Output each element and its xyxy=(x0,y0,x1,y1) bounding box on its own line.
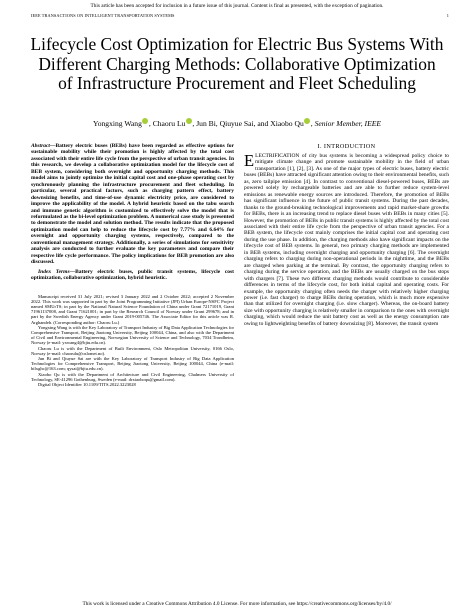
orcid-icon[interactable] xyxy=(186,118,192,124)
running-head xyxy=(31,13,449,18)
author-name: Chaoru Lu xyxy=(152,119,186,128)
paper-title: Lifecycle Cost Optimization for Electric Bus Systems With Different Charging Methods: Collaborative Optimization of Infrastructure Procurement and Fleet Scheduling xyxy=(30,34,444,94)
footnote-manuscript: Manuscript received 31 July 2021; revised 3 January 2022 and 2 October 2022; accepted 2 November 2022. This work was supported in part by the Joint Programming Initiative (JPI) Urban Europe-NSFC Project named SMUrTS; in part by the National Natural Science Foundation of China under Grant 72171019, Grant 71961137008, and Grant 71621001; in part by the Research Council of Norway under Grant 299678; and in part by the Swedish Energy Agency under Grant 2019-005746. The Associate Editor for this article was R. Arghandeh. (Corresponding author: Chaoru Lu.) xyxy=(31,293,234,325)
author-names: , Jun Bi, Qiuyue Sai, and Xiaobo Qu xyxy=(192,119,304,128)
abstract-text: —Battery electric buses (BEBs) have been regarded as effective options for sustainable mobility while their promotion is highly affected by the total cost associated with their entire life cycle from the perspective of urban transit agencies. In this research, we develop a collaborative optimization model for the lifecycle cost of BEB system, considering both overnight and opportunity charging methods. This model aims to jointly optimize the initial capital cost and one-phase operating cost by synchronously planning the infrastructure procurement and fleet scheduling. In particular, several practical factors, such as charging pattern effect, battery downsizing benefits, and time-of-use dynamic electricity price, are considered to improve the applicability of the model. A hybrid heuristic based on the tabu search and immune genetic algorithm is customized to effectively solve the model that is reformulated as the bi-level optimization problem. A numerical case study is presented to demonstrate the model and solution method. The results indicate that the proposed optimization model can help to reduce the lifecycle cost by 7.77% and 6.64% for overnight and opportunity charging systems, respectively, compared to the conventional management strategy. Additionally, a series of simulations for sensitivity analysis are conducted to further evaluate the key parameters and compare their respective life cycle performance. The policy implications for BEB promotion are also discussed. xyxy=(31,143,234,266)
author-line: Yongxing Wang , Chaoru Lu , Jun Bi, Qiuyue Sai, and Xiaobo Qu , Senior Member, IEEE xyxy=(92,119,381,128)
abstract xyxy=(31,143,234,266)
right-column xyxy=(244,143,449,327)
page-number: 1 xyxy=(446,13,449,18)
section-heading: I. INTRODUCTION xyxy=(317,143,376,150)
footnotes xyxy=(31,294,234,388)
author-membership: , Senior Member, IEEE xyxy=(310,119,381,128)
footnote-doi: Digital Object Identifier 10.1109/TITS.2022.3223028 xyxy=(38,381,136,387)
author-name: Yongxing Wang xyxy=(92,119,142,128)
index-terms-text: —Battery electric buses, public transit systems, lifecycle cost optimization, collaborative optimization, hybrid heuristic. xyxy=(31,268,234,282)
index-terms-label: Index Terms xyxy=(38,268,70,275)
orcid-icon[interactable] xyxy=(142,118,148,124)
intro-lead-caps: LECTRIFICATION xyxy=(255,153,300,159)
abstract-label: Abstract xyxy=(31,143,50,149)
license-notice[interactable]: This work is licensed under a Creative Commons Attribution 4.0 License. For more information, see https://creativecommons.org/licenses/by/4.0/ xyxy=(82,601,392,607)
left-column xyxy=(31,143,234,387)
footnote-author-affiliation: Chaoru Lu is with the Department of Built Environment, Oslo Metropolitan University, 0166 Oslo, Norway (e-mail: chaorulu@oslomet.no). xyxy=(31,345,234,356)
intro-body: of city bus systems is becoming a widespread policy choice to mitigate climate change and promote sustainable mobility in the field of urban transportation [1], [2], [3]. As one of the major types of electric buses, battery electric buses (BEBs) have attracted significant attention owing to their environmental benefits, such as, zero tailpipe emission [4]. In contrast to conventional diesel-powered buses, BEBs are powered solely by rechargeable batteries and are able to further reduce system-level emissions as renewable energy sources are introduced. Therefore, the promotion of BEBs has significant influence in the future of public transit systems. During the past decades, thanks to the ground-breaking technological improvements and rapid market-share growths for BEBs, there is an increasing trend to replace diesel buses with BEBs in many cities [5]. However, the promotion of BEBs in public transit systems is highly affected by the total cost associated with their entire life cycle from the perspective of urban transit agencies. For a BEB system, the lifecycle cost mainly comprises the initial capital cost and operating cost during the use phase. In addition, the charging methods also have significant impacts on the lifecycle cost of BEB systems. In general, two primary charging methods are implemented in BEB systems, including overnight charging and opportunity charging [6]. The overnight charging refers to charging during non-operational periods in the nighttime, and the BEBs are charged when parking at the terminal. By contrast, the opportunity charging refers to charging during the service operation, and the BEBs are usually charged on the bus stops with chargers [7]. These two different charging methods would contribute to considerable differences in terms of the lifecycle cost, for both initial capital and operating costs. For example, the opportunity charging often needs the charger with relatively higher charging power (i.e. fast charger) to charge BEBs during operation, which is much more expensive than that utilized for overnight charging (i.e. slow charger). Whereas, the on-board battery size with opportunity charging is relatively smaller in comparison to the ones with overnight charging, which would reduce the unit battery cost as well as the energy consumption rate owing to lightweighting benefits of battery downsizing [8]. Moreover, the transit system xyxy=(244,153,449,327)
introduction-text xyxy=(244,150,449,327)
footnote-author-affiliation: Yongxing Wang is with the Key Laboratory of Transport Industry of Big Data Application Technologies for Comprehensive Transport, Beijing Jiaotong University, Beijing 100044, China, and also with the Department of Civil and Environmental Engineering, Norwegian University of Science and Technology, 7034 Trondheim, Norway (e-mail: yxwang4@bjtu.edu.cn). xyxy=(31,324,234,346)
footnote-author-affiliation: Xiaobo Qu is with the Department of Architecture and Civil Engineering, Chalmers University of Technology, SE-41296 Gothenburg, Sweden (e-mail: drxiaoboqu@gmail.com). xyxy=(31,371,234,382)
drop-cap: E xyxy=(244,150,255,170)
footnote-author-affiliation: Jun Bi and Qiuyue Sai are with the Key Laboratory of Transport Industry of Big Data Application Technologies for Comprehensive Transport, Beijing Jiaotong University, Beijing 100044, China (e-mail: bilxghc@163.com; qysai@bjtu.edu.cn). xyxy=(31,355,234,372)
journal-name: IEEE TRANSACTIONS ON INTELLIGENT TRANSPORTATION SYSTEMS xyxy=(31,13,175,18)
orcid-icon[interactable] xyxy=(304,118,310,124)
acceptance-banner: This article has been accepted for inclusion in a future issue of this journal. Content is final as presented, with the exception of pagination. xyxy=(90,3,384,9)
index-terms xyxy=(31,269,234,282)
